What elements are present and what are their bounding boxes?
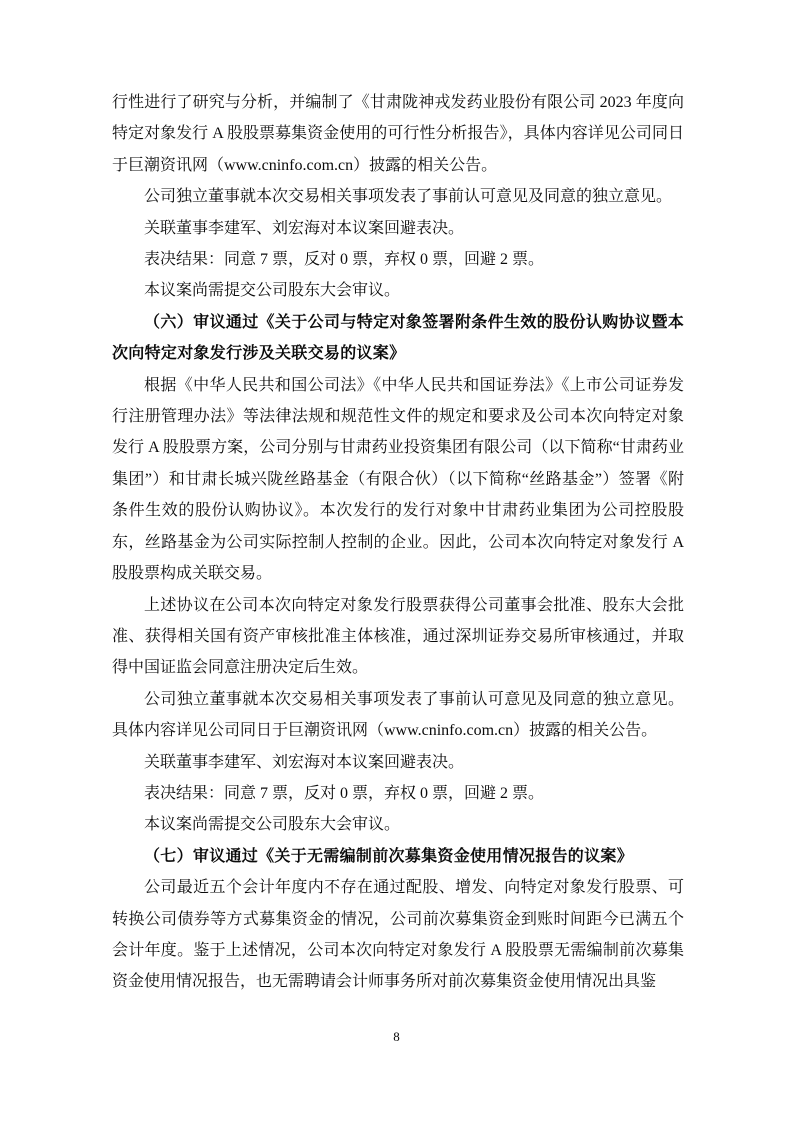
paragraph: 本议案尚需提交公司股东大会审议。 [144,816,401,834]
paragraph-continuation: 行性进行了研究与分析，并编制了《甘肃陇神戎发药业股份有限公司 2023 年度向特定对象发行 A 股股票募集资金使用的可行性分析报告》，具体内容详见公司同日于巨潮资讯网（www.cninfo.com.cn）披露的相关公告。 [112,94,684,174]
paragraph: 公司独立董事就本次交易相关事项发表了事前认可意见及同意的独立意见。具体内容详见公司同日于巨潮资讯网（www.cninfo.com.cn）披露的相关公告。 [112,690,684,740]
paragraph: 根据《中华人民共和国公司法》《中华人民共和国证券法》《上市公司证券发行注册管理办法》等法律法规和规范性文件的规定和要求及公司本次向特定对象发行 A 股股票方案，公司分别与甘肃药业投资集团有限公司（以下简称“甘肃药业集团”）和甘肃长城兴陇丝路基金（有限合伙）（以下简称“丝路基金”）签署《附条件生效的股份认购协议》。本次发行的发行对象中甘肃药业集团为公司控股股东，丝路基金为公司实际控制人控制的企业。因此，公司本次向特定对象发行 A 股股票构成关联交易。 [112,376,684,583]
paragraph: 关联董事李建军、刘宏海对本议案回避表决。 [144,753,465,771]
page-number: 8 [393,1029,400,1044]
paragraph: 本议案尚需提交公司股东大会审议。 [144,282,401,300]
paragraph: 关联董事李建军、刘宏海对本议案回避表决。 [144,219,465,237]
paragraph-continues-next-page: 公司最近五个会计年度内不存在通过配股、增发、向特定对象发行股票、可转换公司债券等方式募集资金的情况，公司前次募集资金到账时间距今已满五个会计年度。鉴于上述情况，公司本次向特定对象发行 A 股股票无需编制前次募集资金使用情况报告，也无需聘请会计师事务所对前次募集资金使用情况出具鉴 [112,879,684,991]
document-body [112,87,684,998]
paragraph: 公司独立董事就本次交易相关事项发表了事前认可意见及同意的独立意见。 [144,188,673,206]
section-heading-7: （七）审议通过《关于无需编制前次募集资金使用情况报告的议案》 [144,847,634,865]
paragraph: 上述协议在公司本次向特定对象发行股票获得公司董事会批准、股东大会批准、获得相关国有资产审核批准主体核准，通过深圳证券交易所审核通过，并取得中国证监会同意注册决定后生效。 [112,596,684,677]
paragraph-vote-result: 表决结果：同意 7 票，反对 0 票，弃权 0 票，回避 2 票。 [144,251,545,269]
paragraph-vote-result: 表决结果：同意 7 票，反对 0 票，弃权 0 票，回避 2 票。 [144,784,545,802]
section-heading-6: （六）审议通过《关于公司与特定对象签署附条件生效的股份认购协议暨本次向特定对象发行涉及关联交易的议案》 [112,313,684,363]
